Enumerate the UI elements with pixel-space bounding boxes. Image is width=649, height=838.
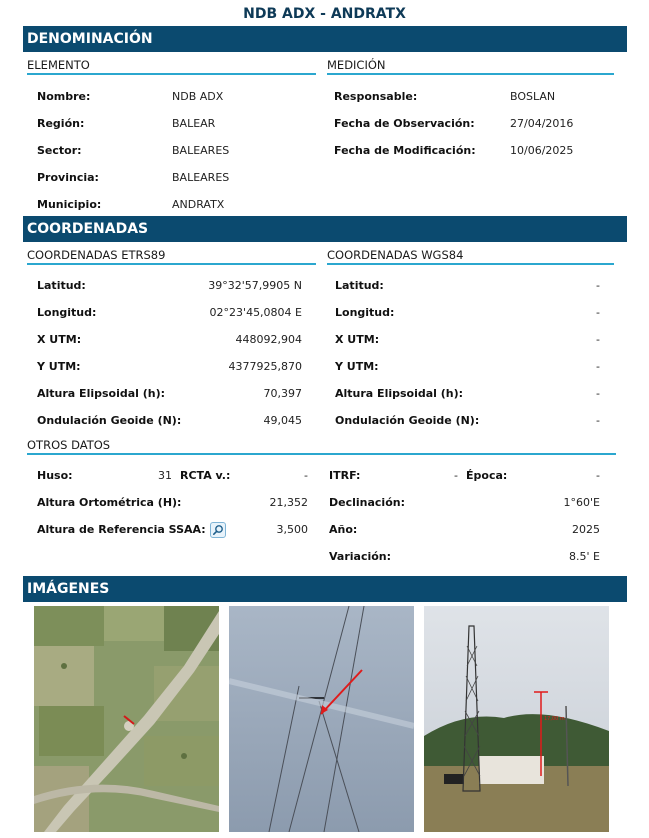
section-imagenes: IMÁGENES bbox=[23, 576, 627, 602]
medicion-header: MEDICIÓN bbox=[327, 58, 614, 75]
municipio-value: ANDRATX bbox=[172, 198, 225, 211]
fecha-modificacion-value: 10/06/2025 bbox=[510, 144, 574, 157]
etrs-ondulacion-label: Ondulación Geoide (N): bbox=[37, 414, 182, 427]
wgs-yutm-label: Y UTM: bbox=[335, 360, 379, 373]
provincia-value: BALEARES bbox=[172, 171, 230, 184]
etrs-latitud-label: Latitud: bbox=[37, 279, 86, 292]
etrs-xutm-value: 448092,904 bbox=[235, 333, 302, 346]
antenna-wires-photo[interactable] bbox=[229, 606, 414, 832]
wgs-yutm-value: - bbox=[596, 360, 600, 373]
elemento-header: ELEMENTO bbox=[27, 58, 316, 75]
sector-label: Sector: bbox=[37, 144, 82, 157]
etrs-latitud-value: 39°32'57,9905 N bbox=[208, 279, 302, 292]
responsable-label: Responsable: bbox=[334, 90, 418, 103]
altura-ortometrica-value: 21,352 bbox=[269, 496, 308, 509]
responsable-value: BOSLAN bbox=[510, 90, 556, 103]
page-title: NDB ADX - ANDRATX bbox=[243, 6, 406, 22]
sector-value: BALEARES bbox=[172, 144, 230, 157]
wgs-longitud-label: Longitud: bbox=[335, 306, 395, 319]
epoca-value: - bbox=[596, 469, 600, 482]
aerial-photo[interactable] bbox=[34, 606, 219, 832]
rcta-value: - bbox=[304, 469, 308, 482]
municipio-label: Municipio: bbox=[37, 198, 102, 211]
etrs89-header: COORDENADAS ETRS89 bbox=[27, 248, 316, 265]
wgs-altura-elipsoidal-value: - bbox=[596, 387, 600, 400]
nombre-value: NDB ADX bbox=[172, 90, 224, 103]
anio-label: Año: bbox=[329, 523, 358, 536]
etrs-altura-elipsoidal-value: 70,397 bbox=[263, 387, 302, 400]
wgs-ondulacion-value: - bbox=[596, 414, 600, 427]
variacion-label: Variación: bbox=[329, 550, 392, 563]
huso-value: 31 bbox=[158, 469, 172, 482]
declinacion-label: Declinación: bbox=[329, 496, 405, 509]
huso-label: Huso: bbox=[37, 469, 73, 482]
antenna-wires-image bbox=[229, 606, 414, 832]
otros-datos-header: OTROS DATOS bbox=[27, 438, 616, 455]
altura-referencia-ssaa-value: 3,500 bbox=[276, 523, 308, 536]
fecha-observacion-label: Fecha de Observación: bbox=[334, 117, 475, 130]
altura-ortometrica-label: Altura Ortométrica (H): bbox=[37, 496, 182, 509]
wgs-xutm-label: X UTM: bbox=[335, 333, 380, 346]
rcta-label: RCTA v.: bbox=[180, 469, 231, 482]
wgs-latitud-value: - bbox=[596, 279, 600, 292]
etrs-altura-elipsoidal-label: Altura Elipsoidal (h): bbox=[37, 387, 166, 400]
antenna-mast-image bbox=[424, 606, 609, 832]
etrs-longitud-label: Longitud: bbox=[37, 306, 97, 319]
aerial-photo-image bbox=[34, 606, 219, 832]
antenna-mast-photo[interactable] bbox=[424, 606, 609, 832]
wgs-xutm-value: - bbox=[596, 333, 600, 346]
wgs-latitud-label: Latitud: bbox=[335, 279, 384, 292]
fecha-observacion-value: 27/04/2016 bbox=[510, 117, 574, 130]
etrs-xutm-label: X UTM: bbox=[37, 333, 82, 346]
magnifier-button[interactable] bbox=[210, 522, 226, 538]
search-icon bbox=[212, 524, 224, 536]
nombre-label: Nombre: bbox=[37, 90, 91, 103]
etrs-ondulacion-value: 49,045 bbox=[263, 414, 302, 427]
wgs-altura-elipsoidal-label: Altura Elipsoidal (h): bbox=[335, 387, 464, 400]
etrs-yutm-label: Y UTM: bbox=[37, 360, 81, 373]
declinacion-value: 1°60'E bbox=[563, 496, 600, 509]
provincia-label: Provincia: bbox=[37, 171, 99, 184]
variacion-value: 8.5' E bbox=[569, 550, 600, 563]
wgs-longitud-value: - bbox=[596, 306, 600, 319]
wgs-ondulacion-label: Ondulación Geoide (N): bbox=[335, 414, 480, 427]
epoca-label: Época: bbox=[466, 469, 508, 482]
section-denominacion: DENOMINACIÓN bbox=[23, 26, 627, 52]
section-coordenadas: COORDENADAS bbox=[23, 216, 627, 242]
etrs-longitud-value: 02°23'45,0804 E bbox=[209, 306, 302, 319]
itrf-label: ITRF: bbox=[329, 469, 361, 482]
mast-height-annotation: 17,00 m bbox=[544, 716, 565, 722]
itrf-value: - bbox=[454, 469, 458, 482]
altura-referencia-ssaa-label: Altura de Referencia SSAA: bbox=[37, 523, 206, 536]
anio-value: 2025 bbox=[572, 523, 600, 536]
wgs84-header: COORDENADAS WGS84 bbox=[327, 248, 614, 265]
region-value: BALEAR bbox=[172, 117, 216, 130]
region-label: Región: bbox=[37, 117, 85, 130]
etrs-yutm-value: 4377925,870 bbox=[228, 360, 302, 373]
fecha-modificacion-label: Fecha de Modificación: bbox=[334, 144, 476, 157]
